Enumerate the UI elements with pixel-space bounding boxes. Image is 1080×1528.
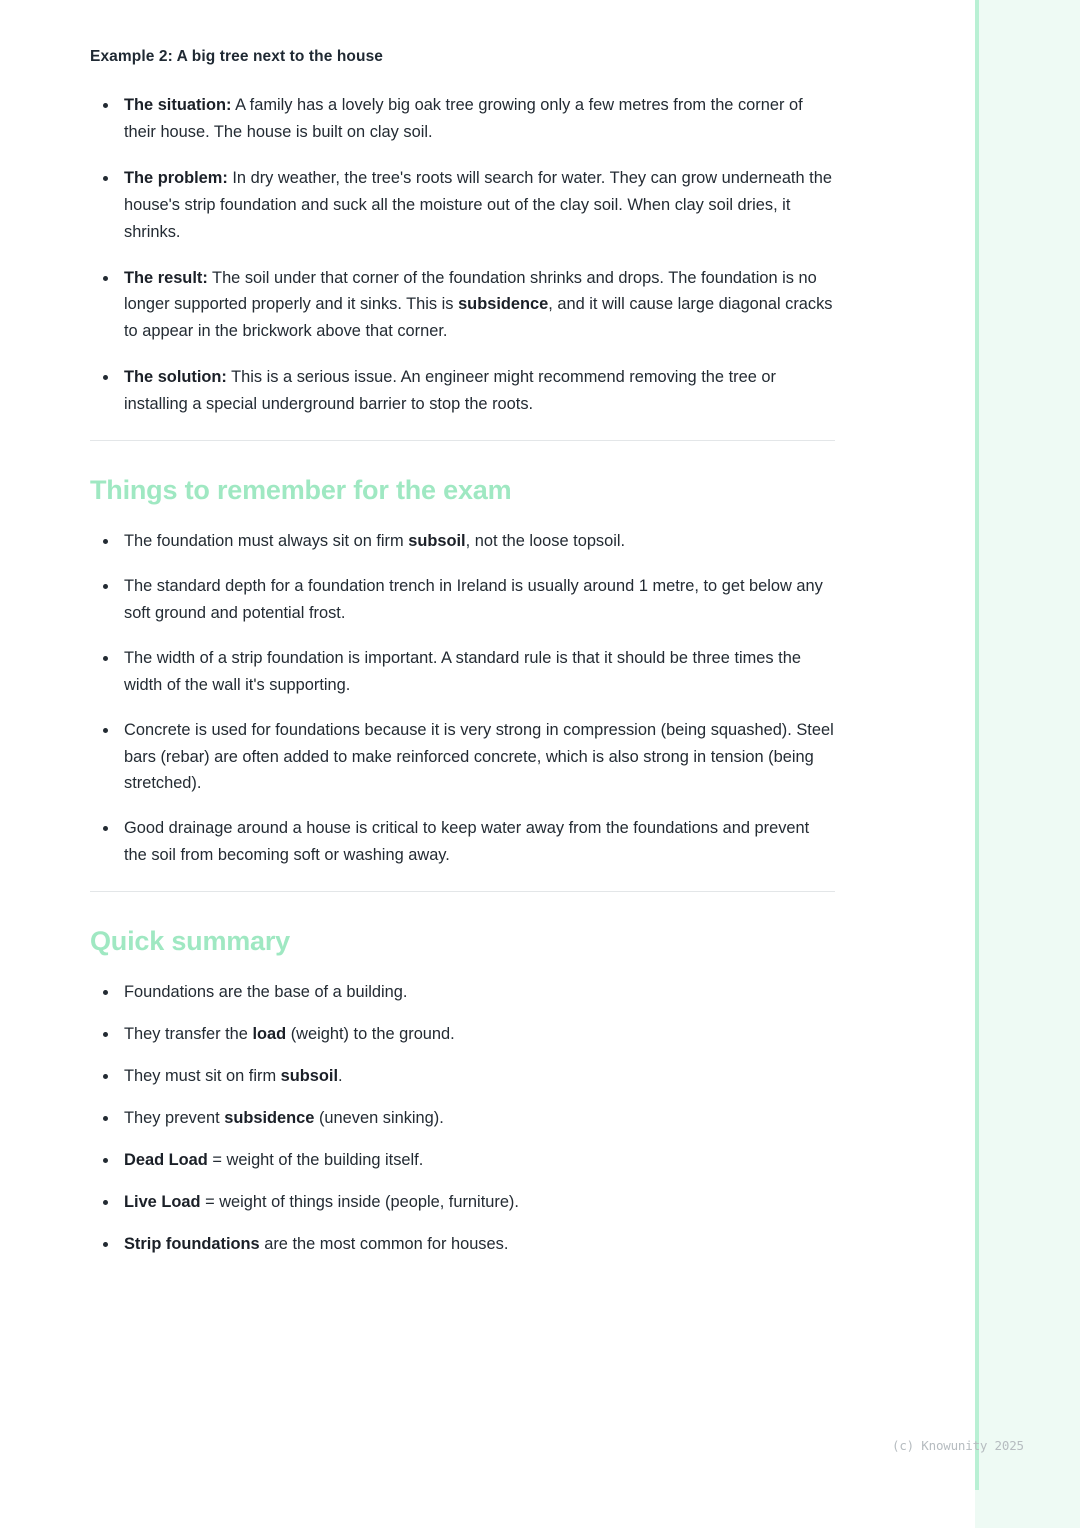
- decorative-side-line: [975, 0, 979, 1490]
- document-content: [90, 48, 835, 1272]
- section-quick-summary: [90, 926, 835, 1257]
- list-item: They must sit on firm subsoil.: [90, 1063, 835, 1090]
- bullet-label: The result:: [124, 268, 208, 287]
- bullet-text: The soil under that corner of the foundation shrinks and drops. The foundation is no longer supported properly and it sinks. This is subsidence, and it will cause large diagonal cracks to appear in the brickwork above that corner.: [124, 268, 833, 341]
- list-item: [90, 165, 835, 246]
- list-item: [90, 92, 835, 146]
- list-item: The standard depth for a foundation trench in Ireland is usually around 1 metre, to get below any soft ground and potential frost.: [90, 573, 835, 627]
- section-example-2: [90, 48, 835, 418]
- example-section-title: Example 2: A big tree next to the house: [90, 48, 384, 65]
- bullet-label: The solution:: [124, 368, 227, 387]
- section-divider: [90, 440, 835, 441]
- list-item: They prevent subsidence (uneven sinking).: [90, 1105, 835, 1132]
- copyright-credit: (c) Knowunity 2025: [892, 1438, 1024, 1453]
- summary-section-title: Quick summary: [90, 926, 290, 957]
- list-item: [90, 364, 835, 418]
- exam-section-title: Things to remember for the exam: [90, 475, 512, 506]
- list-item: The foundation must always sit on firm subsoil, not the loose topsoil.: [90, 528, 835, 555]
- list-item: The width of a strip foundation is important. A standard rule is that it should be three times the width of the wall it's supporting.: [90, 645, 835, 699]
- list-item: Foundations are the base of a building.: [90, 979, 835, 1006]
- bullet-text: A family has a lovely big oak tree growing only a few metres from the corner of their house. The house is built on clay soil.: [124, 96, 803, 141]
- bullet-text: This is a serious issue. An engineer might recommend removing the tree or installing a special underground barrier to stop the roots.: [124, 368, 776, 414]
- bullet-text: In dry weather, the tree's roots will search for water. They can grow underneath the house's strip foundation and suck all the moisture out of the clay soil. When clay soil dries, it shrinks.: [124, 168, 832, 241]
- section-divider: [90, 891, 835, 892]
- bullet-label: The situation:: [124, 96, 232, 114]
- bullet-label: The problem:: [124, 168, 228, 187]
- list-item: Live Load = weight of things inside (people, furniture).: [90, 1189, 835, 1216]
- decorative-side-band: [975, 0, 1080, 1528]
- list-item: [90, 265, 835, 346]
- example-bullet-list: [90, 92, 835, 418]
- list-item: Good drainage around a house is critical to keep water away from the foundations and prevent the soil from becoming soft or washing away.: [90, 815, 835, 869]
- summary-bullet-list: [90, 979, 835, 1257]
- list-item: Dead Load = weight of the building itself.: [90, 1147, 835, 1174]
- exam-bullet-list: [90, 528, 835, 869]
- section-exam-tips: [90, 475, 835, 869]
- list-item: They transfer the load (weight) to the ground.: [90, 1021, 835, 1048]
- list-item: Concrete is used for foundations because it is very strong in compression (being squashed). Steel bars (rebar) are often added to make reinforced concrete, which is also strong in tension (being stretched).: [90, 717, 835, 798]
- list-item: Strip foundations are the most common for houses.: [90, 1231, 835, 1258]
